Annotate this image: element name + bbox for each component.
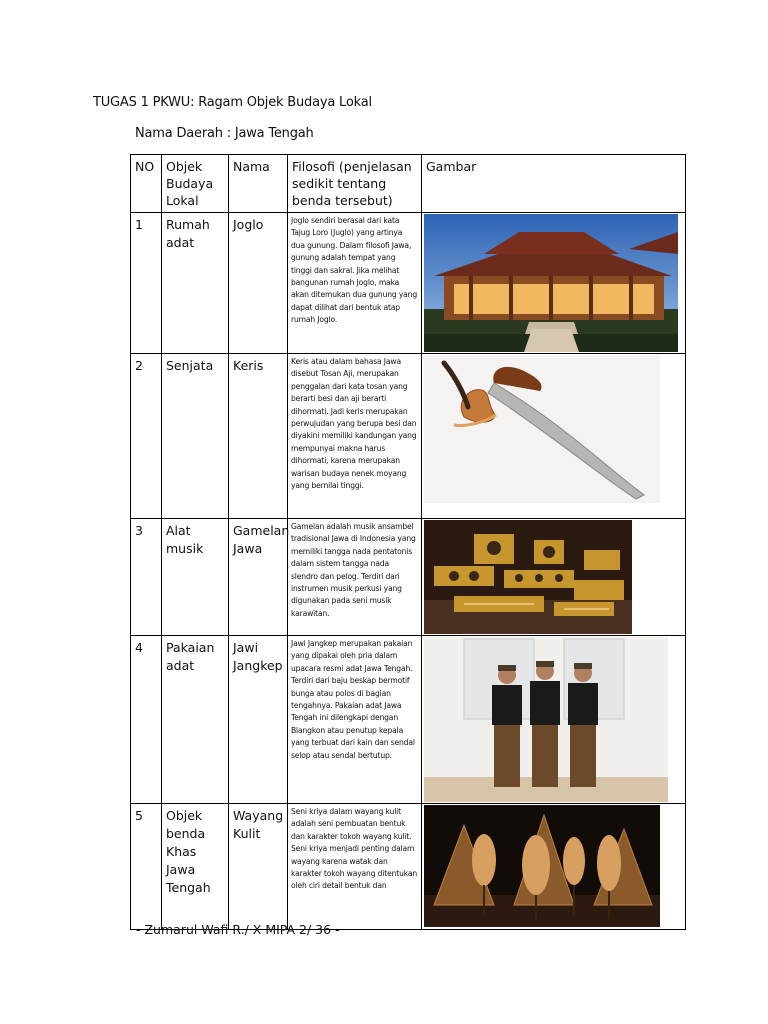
row-objek: Pakaian adat xyxy=(162,636,229,804)
row-image-cell xyxy=(422,519,686,636)
culture-table xyxy=(130,154,686,930)
header-no: NO xyxy=(131,155,162,213)
row-filosofi: Keris atau dalam bahasa Jawa disebut Tosan Aji, merupakan penggalan dari kata tosan yang berarti besi dan aji berarti dihormati. Jadi keris merupakan perwujudan yang berupa besi dan diyakini memiliki kandungan yang mempunyai makna harus dihormati, karena merupakan warisan budaya nenek moyang yang bernilai tinggi. xyxy=(288,354,422,519)
row-no: 3 xyxy=(131,519,162,636)
region-label: Nama Daerah : Jawa Tengah xyxy=(135,126,314,141)
row-no: 1 xyxy=(131,213,162,354)
row-nama: Keris xyxy=(229,354,288,519)
gamelan-image xyxy=(424,520,632,634)
row-objek: Alat musik xyxy=(162,519,229,636)
row-filosofi: Gamelan adalah musik ansambel tradisional Jawa di Indonesia yang memiliki tangga nada pentatonis dalam sistem tangga nada slendro dan pelog. Terdiri dari instrumen musik perkusi yang digunakan pada seni musik karawitan. xyxy=(288,519,422,636)
row-image-cell xyxy=(422,354,686,519)
table-row xyxy=(131,636,686,804)
footer-author: - Zumarul Wafi R./ X MIPA 2/ 36 - xyxy=(136,922,340,937)
row-nama: Joglo xyxy=(229,213,288,354)
table-row xyxy=(131,213,686,354)
table-row xyxy=(131,519,686,636)
row-objek: Objek benda Khas Jawa Tengah xyxy=(162,804,229,930)
keris-image xyxy=(424,355,660,503)
table-header-row xyxy=(131,155,686,213)
row-no: 4 xyxy=(131,636,162,804)
row-filosofi: Jawi Jangkep merupakan pakaian yang dipakai oleh pria dalam upacara resmi adat Jawa Tengah. Terdiri dari baju beskap bermotif bunga atau polos di bagian tengahnya. Pakaian adat Jawa Tengah ini dilengkapi dengan Blangkon atau penutup kepala yang terbuat dari kain dan sendal selop atau sendal bertutup. xyxy=(288,636,422,804)
row-no: 5 xyxy=(131,804,162,930)
row-image-cell xyxy=(422,636,686,804)
header-gambar: Gambar xyxy=(422,155,686,213)
row-filosofi: Joglo sendiri berasal dari kata Tajug Loro (Juglo) yang artinya dua gunung. Dalam filosofi Jawa, gunung adalah tempat yang tinggi dan sakral. Jika melihat bangunan rumah Joglo, maka akan ditemukan dua gunung yang dapat dilihat dari bentuk atap rumah Joglo. xyxy=(288,213,422,354)
row-image-cell xyxy=(422,804,686,930)
row-objek: Senjata xyxy=(162,354,229,519)
jawi-jangkep-image xyxy=(424,637,668,802)
wayang-kulit-image xyxy=(424,805,660,927)
row-nama: Jawi Jangkep xyxy=(229,636,288,804)
header-filosofi: Filosofi (penjelasan sedikit tentang benda tersebut) xyxy=(288,155,422,213)
header-nama: Nama xyxy=(229,155,288,213)
document-title: TUGAS 1 PKWU: Ragam Objek Budaya Lokal xyxy=(93,95,372,110)
table-row xyxy=(131,804,686,930)
header-objek: Objek Budaya Lokal xyxy=(162,155,229,213)
row-objek: Rumah adat xyxy=(162,213,229,354)
row-filosofi: Seni kriya dalam wayang kulit adalah seni pembuatan bentuk dan karakter tokoh wayang kulit. Seni kriya menjadi penting dalam wayang karena watak dan karakter tokoh wayang ditentukan oleh ciri detail bentuk dan xyxy=(288,804,422,930)
row-nama: Wayang Kulit xyxy=(229,804,288,930)
row-no: 2 xyxy=(131,354,162,519)
joglo-house-image xyxy=(424,214,678,352)
row-nama: Gamelan Jawa xyxy=(229,519,288,636)
table-row xyxy=(131,354,686,519)
row-image-cell xyxy=(422,213,686,354)
